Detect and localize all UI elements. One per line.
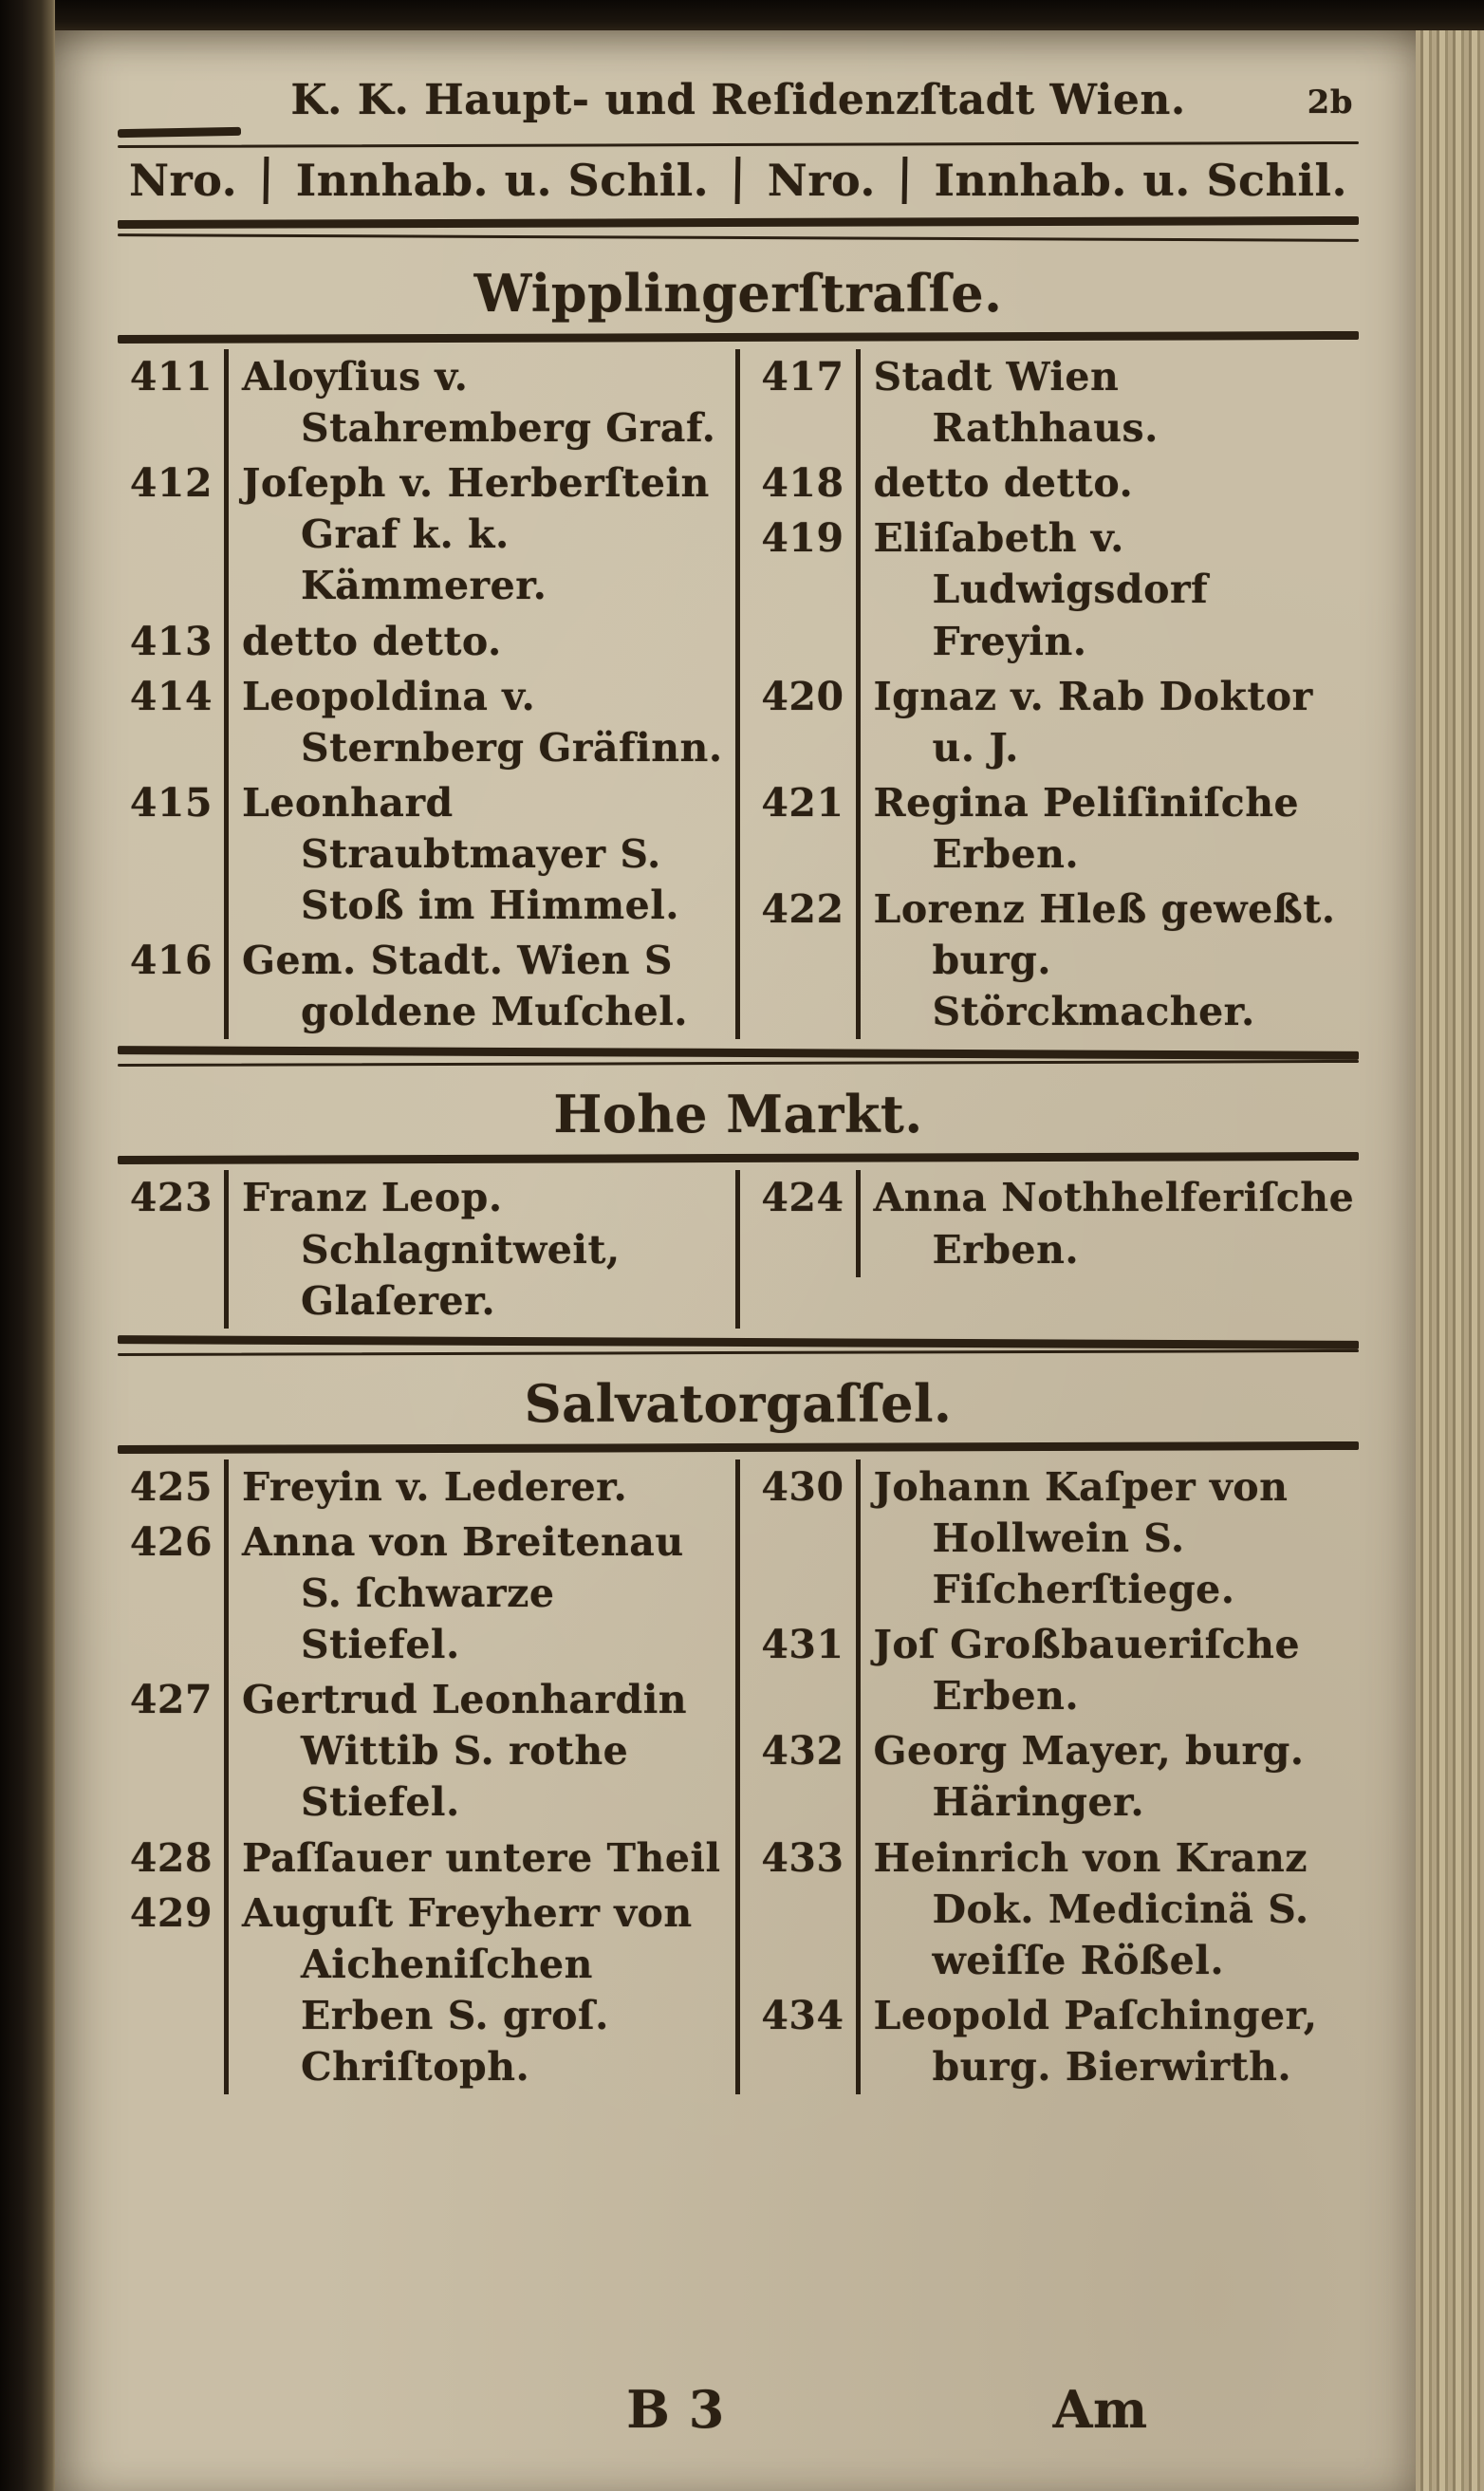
entry-number: 434 xyxy=(750,1988,861,2094)
scanned-page xyxy=(55,30,1416,2491)
decorative-dash xyxy=(118,127,241,138)
col-header-innhab-left: Innhab. u. Schil. xyxy=(295,155,710,206)
col-header-nro-right: Nro. xyxy=(767,155,876,206)
entry-row xyxy=(750,669,1360,775)
entry-text: Anna von Breitenau S. ſchwarze Stiefel. xyxy=(242,1518,684,1668)
entry-text: Eliſabeth v. Ludwigsdorf Freyin. xyxy=(873,515,1209,664)
entry-number: 426 xyxy=(118,1515,229,1672)
divider-bar xyxy=(902,157,908,204)
entry-row xyxy=(750,511,1360,668)
entry-row xyxy=(118,1170,728,1328)
divider-bar xyxy=(264,157,269,204)
entry-text: Paſſauer untere Theil xyxy=(242,1834,721,1881)
entry-text: Auguſt Freyherr von Aicheniſchen Erben S. groſ. Chriſtoph. xyxy=(242,1889,693,2090)
column-left xyxy=(118,1459,740,2094)
entry-text: Aloyſius v. Stahremberg Graf. xyxy=(242,354,716,452)
entry-number: 428 xyxy=(118,1831,229,1886)
section-bottom-rules xyxy=(118,1338,1359,1354)
entry-text: Lorenz Hleß geweßt. burg. Störckmacher. xyxy=(873,886,1336,1035)
entry-number: 424 xyxy=(750,1170,861,1276)
entry-text: Ignaz v. Rab Doktor u. J. xyxy=(873,673,1313,771)
entry-number: 423 xyxy=(118,1170,229,1328)
entry-text: Leonhard Straubtmayer S. Stoß im Himmel. xyxy=(242,779,680,929)
column-right xyxy=(740,1459,1360,2094)
rule xyxy=(118,1335,1359,1349)
entry-text: Heinrich von Kranz Dok. Medicinä S. weiſſe Rößel. xyxy=(873,1834,1309,1983)
table-column-header xyxy=(118,151,1359,214)
entry-row xyxy=(750,1170,1360,1276)
entry-text: Johann Kaſper von Hollwein S. Fiſcherſtiege. xyxy=(873,1463,1289,1612)
two-column-table xyxy=(118,1459,1359,2094)
sections xyxy=(118,244,1359,2094)
entry-number: 422 xyxy=(750,882,861,1039)
entry-text: Anna Nothhelferiſche Erben. xyxy=(873,1175,1355,1273)
entry-number: 418 xyxy=(750,455,861,511)
col-header-innhab-right: Innhab. u. Schil. xyxy=(934,155,1347,206)
entry-row xyxy=(118,669,728,775)
entry-text: detto detto. xyxy=(242,618,502,664)
entry-number: 429 xyxy=(118,1886,229,2094)
rule xyxy=(118,1047,1359,1061)
entry-number: 411 xyxy=(118,349,229,455)
entry-row xyxy=(118,1886,728,2094)
section-bottom-rules xyxy=(118,1049,1359,1065)
entry-number: 421 xyxy=(750,775,861,882)
entry-row xyxy=(118,933,728,1039)
entry-number: 419 xyxy=(750,511,861,668)
rule xyxy=(118,1349,1359,1356)
entry-row xyxy=(750,1723,1360,1830)
page-number: 2b xyxy=(1307,84,1353,121)
entry-row xyxy=(118,1515,728,1672)
entry-text: Franz Leop. Schlagnitweit, Glaſerer. xyxy=(242,1175,621,1324)
book-top-edge xyxy=(0,0,1484,30)
page-title: K. K. Haupt- und Reſidenzſtadt Wien. xyxy=(290,76,1186,124)
entry-text: Leopoldina v. Sternberg Gräfinn. xyxy=(242,673,723,771)
street-section xyxy=(118,1373,1359,2094)
two-column-table xyxy=(118,349,1359,1039)
entry-text: Joſ Großbaueriſche Erben. xyxy=(873,1622,1301,1720)
column-right xyxy=(740,349,1360,1039)
entry-number: 415 xyxy=(118,775,229,933)
entry-number: 425 xyxy=(118,1459,229,1515)
entry-row xyxy=(118,1672,728,1830)
entry-row xyxy=(118,1831,728,1886)
entry-row xyxy=(750,349,1360,455)
entry-row xyxy=(750,1617,1360,1723)
rule xyxy=(118,1152,1359,1164)
column-left xyxy=(118,349,740,1039)
page-header xyxy=(118,76,1359,124)
col-header-nro-left: Nro. xyxy=(129,155,238,206)
book-binding xyxy=(0,0,55,2491)
entry-text: Georg Mayer, burg. Häringer. xyxy=(873,1728,1305,1826)
entry-row xyxy=(118,775,728,933)
entry-number: 431 xyxy=(750,1617,861,1723)
entry-text: Stadt Wien Rathhaus. xyxy=(873,354,1159,452)
signature-mark: B 3 xyxy=(626,2379,725,2440)
entry-text: Joſeph v. Herberſtein Graf k. k. Kämmerer. xyxy=(242,460,710,609)
street-section xyxy=(118,1084,1359,1353)
entry-number: 430 xyxy=(750,1459,861,1617)
entry-row xyxy=(750,1988,1360,2094)
entry-row xyxy=(118,349,728,455)
rule xyxy=(118,331,1359,344)
entry-text: Gertrud Leonhardin Wittib S. rothe Stiefel. xyxy=(242,1677,688,1826)
entry-row xyxy=(118,455,728,613)
entry-row xyxy=(118,614,728,669)
entry-text: Leopold Paſchinger, burg. Bierwirth. xyxy=(873,1992,1318,2090)
section-title: Wipplingerſtraſſe. xyxy=(473,263,1003,324)
entry-number: 414 xyxy=(118,669,229,775)
column-left xyxy=(118,1170,740,1328)
entry-text: detto detto. xyxy=(873,460,1134,507)
entry-row xyxy=(118,1459,728,1515)
entry-row xyxy=(750,882,1360,1039)
entry-number: 427 xyxy=(118,1672,229,1830)
entry-text: Gem. Stadt. Wien S goldene Muſchel. xyxy=(242,938,689,1035)
entry-number: 412 xyxy=(118,455,229,613)
catchword: Am xyxy=(1052,2379,1148,2440)
entry-number: 420 xyxy=(750,669,861,775)
page-footer xyxy=(118,2379,1359,2453)
entry-row xyxy=(750,1459,1360,1617)
divider-bar xyxy=(735,157,741,204)
rule xyxy=(118,1441,1359,1454)
entry-text: Freyin v. Lederer. xyxy=(242,1463,628,1510)
entry-number: 417 xyxy=(750,349,861,455)
rule xyxy=(118,233,1359,242)
entry-number: 432 xyxy=(750,1723,861,1830)
section-title: Salvatorgaſſel. xyxy=(524,1372,953,1434)
rule xyxy=(118,216,1359,229)
entry-row xyxy=(750,1831,1360,1988)
rule xyxy=(118,141,1359,148)
entry-row xyxy=(750,775,1360,882)
entry-number: 413 xyxy=(118,614,229,669)
page-fore-edge xyxy=(1416,30,1484,2491)
entry-number: 416 xyxy=(118,933,229,1039)
two-column-table xyxy=(118,1170,1359,1328)
column-right xyxy=(740,1170,1360,1328)
entry-text: Regina Peliſiniſche Erben. xyxy=(873,779,1300,877)
entry-number: 433 xyxy=(750,1831,861,1988)
rule xyxy=(118,1060,1359,1067)
section-title: Hohe Markt. xyxy=(553,1084,923,1145)
street-section xyxy=(118,263,1359,1065)
entry-row xyxy=(750,455,1360,511)
